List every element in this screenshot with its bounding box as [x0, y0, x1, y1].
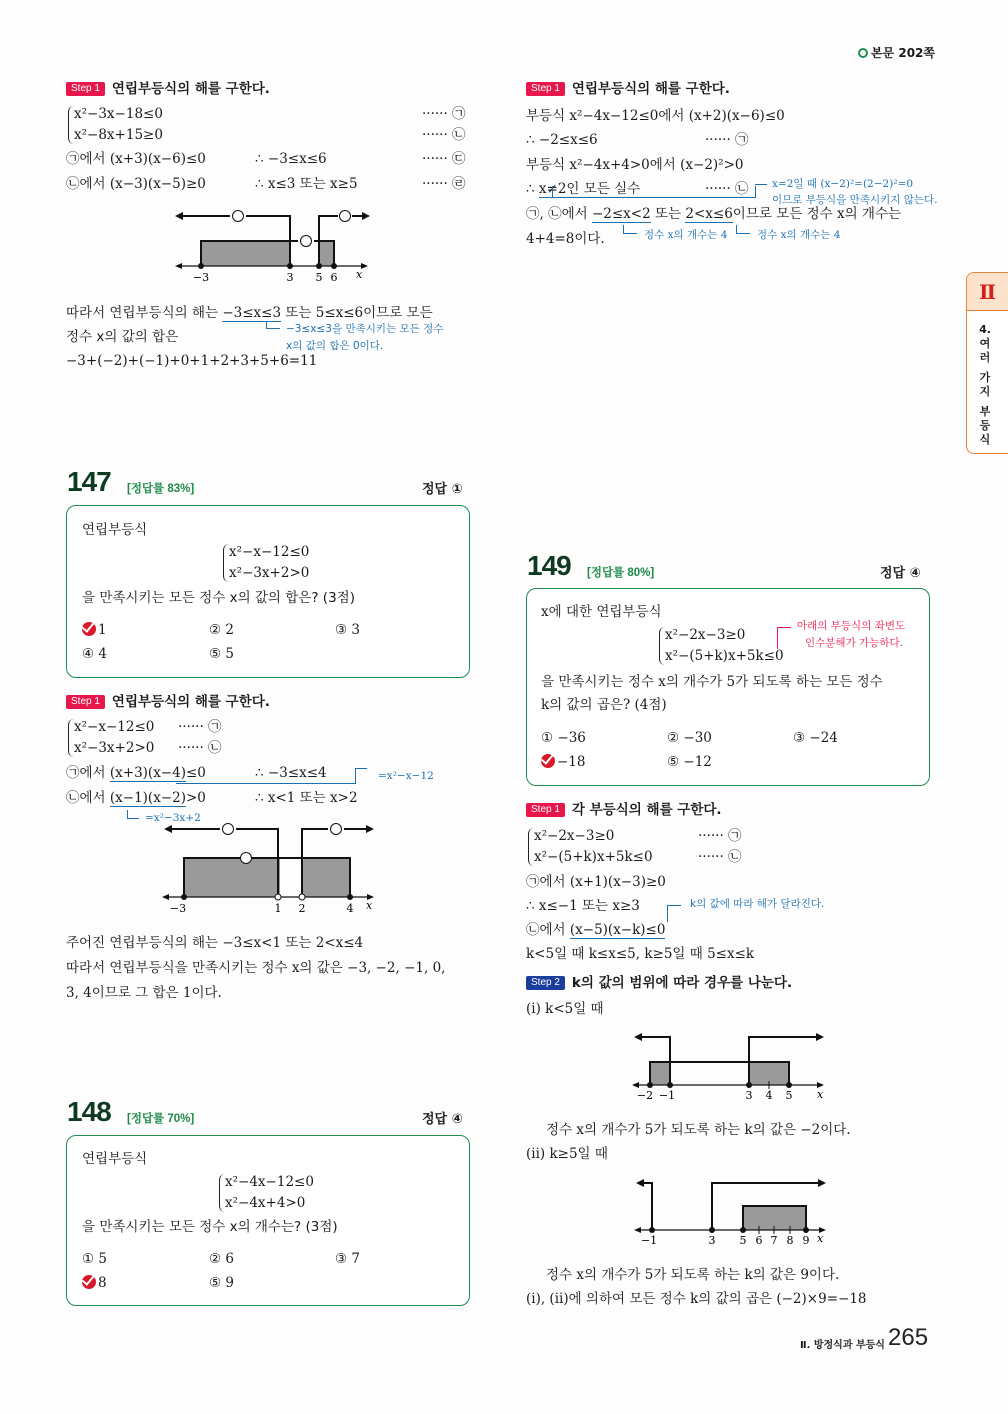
- chapter-roman-numeral: Ⅱ: [967, 273, 1008, 311]
- annotation-note: 인수분해가 가능하다.: [805, 637, 903, 649]
- equation: x²−3x−18≤0: [74, 106, 163, 122]
- question-prompt: 연립부등식: [82, 522, 148, 538]
- number-line-diagram-case1: [630, 1030, 825, 1102]
- note-arrow: [176, 768, 356, 784]
- choice-5[interactable]: ⑤ 5: [209, 646, 234, 662]
- svg-text:x: x: [356, 268, 363, 281]
- page-number: 265: [888, 1324, 929, 1351]
- annotation-note: x의 값의 합은 0이다.: [286, 340, 384, 352]
- number-line-diagram: [160, 820, 380, 915]
- chapter-side-tab[interactable]: [966, 272, 1008, 454]
- step1-badge: Step 1: [526, 803, 565, 817]
- note-arrow: [777, 627, 791, 649]
- step1-heading: Step 1 연립부등식의 해를 구한다.: [66, 79, 270, 99]
- note-arrow: [127, 810, 139, 819]
- choice-1[interactable]: ① −36: [541, 730, 586, 746]
- correct-rate: [정답률 80%]: [587, 567, 655, 579]
- annotation-note: 아래의 부등식의 좌변도: [797, 620, 906, 632]
- note-arrow: [755, 184, 767, 185]
- question-box: [66, 1135, 470, 1306]
- chapter-title: 4. 여 러 가 지 부 등 식: [979, 323, 991, 446]
- svg-text:4: 4: [765, 1089, 773, 1102]
- svg-text:9: 9: [802, 1234, 810, 1247]
- conclusion-line: 정수 x의 값의 합은: [66, 329, 179, 345]
- solution-line: ㉠, ㉡에서 −2≤x<2 또는 2<x≤6이므로 모든 정수 x의 개수는: [526, 206, 902, 222]
- choice-3[interactable]: ③ −24: [793, 730, 838, 746]
- choice-1[interactable]: ① 5: [82, 1251, 107, 1267]
- question-text: 을 만족시키는 정수 x의 개수가 5가 되도록 하는 모든 정수: [541, 674, 883, 690]
- correct-rate: [정답률 70%]: [127, 1113, 195, 1125]
- equation: x²−2x−3≥0: [665, 627, 746, 643]
- case-heading: (i) k<5일 때: [526, 1001, 604, 1017]
- svg-text:2: 2: [298, 902, 306, 915]
- footer-section-title: Ⅱ. 방정식과 부등식: [800, 1340, 885, 1351]
- correct-rate: [정답률 83%]: [127, 483, 195, 495]
- annotation-note: −3≤x≤3을 만족시키는 모든 정수: [286, 323, 444, 335]
- annotation-note: =x²−x−12: [378, 770, 434, 782]
- choice-1-selected[interactable]: 1: [82, 622, 107, 638]
- equation: x²−8x+15≥0: [74, 127, 163, 143]
- choice-5[interactable]: ⑤ 9: [209, 1275, 234, 1291]
- question-text: k의 값의 곱은? (4점): [541, 697, 667, 713]
- choice-4[interactable]: ④ 4: [82, 646, 107, 662]
- solution-line: ㉠에서 (x+3)(x−6)≤0: [66, 151, 206, 167]
- step1-heading: Step 1 각 부등식의 해를 구한다.: [526, 800, 722, 820]
- question-text: 을 만족시키는 모든 정수 x의 개수는? (3점): [82, 1219, 338, 1235]
- solution-line: ㉠에서 (x+1)(x−3)≥0: [526, 874, 666, 890]
- checkmark-icon: [82, 622, 96, 636]
- question-number: 148: [67, 1096, 111, 1127]
- choice-2[interactable]: ② 6: [209, 1251, 234, 1267]
- question-number: 147: [67, 466, 111, 497]
- solution-line: ∴ −2≤x≤6: [526, 132, 598, 148]
- step1-heading: Step 1 연립부등식의 해를 구한다.: [66, 692, 270, 712]
- step1-badge: Step 1: [66, 695, 105, 709]
- svg-text:6: 6: [330, 271, 338, 284]
- svg-text:1: 1: [274, 902, 282, 915]
- solution-line: 부등식 x²−4x−12≤0에서 (x+2)(x−6)≤0: [526, 108, 785, 124]
- case-heading: (ii) k≥5일 때: [526, 1146, 608, 1162]
- svg-text:x: x: [817, 1088, 824, 1101]
- annotation-note: 이므로 부등식을 만족시키지 않는다.: [772, 194, 938, 206]
- checkmark-icon: [82, 1275, 96, 1289]
- final-answer-line: (i), (ii)에 의하여 모든 정수 k의 값의 곱은 (−2)×9=−18: [526, 1291, 867, 1307]
- equation-marker: ······ ㉠: [422, 106, 466, 122]
- choice-2[interactable]: ② −30: [667, 730, 712, 746]
- answer-label: 정답 ④: [880, 566, 921, 581]
- solution-line: ∴ x≤3 또는 x≥5: [255, 176, 358, 192]
- annotation-note: x=2일 때 (x−2)²=(2−2)²=0: [772, 178, 914, 190]
- svg-text:−1: −1: [658, 1089, 676, 1102]
- step2-heading: Step 2 k의 값의 범위에 따라 경우를 나눈다.: [526, 973, 792, 993]
- choice-4-selected[interactable]: −18: [541, 754, 586, 770]
- question-text: 을 만족시키는 모든 정수 x의 값의 합은? (3점): [82, 590, 355, 606]
- solution-line: k<5일 때 k≤x≤5, k≥5일 때 5≤x≤k: [526, 946, 755, 962]
- svg-text:7: 7: [770, 1234, 778, 1247]
- note-arrow: [667, 905, 681, 922]
- question-box: [66, 505, 470, 678]
- question-box: [526, 588, 930, 786]
- equation: x²−2x−3≥0: [534, 828, 615, 844]
- svg-text:8: 8: [786, 1234, 794, 1247]
- checkmark-icon: [541, 754, 555, 768]
- note-arrow: [552, 186, 756, 198]
- svg-text:−2: −2: [636, 1089, 654, 1102]
- step1-heading: Step 1 연립부등식의 해를 구한다.: [526, 79, 730, 99]
- equation-marker: ······ ㉢: [422, 151, 466, 167]
- equation-marker: ······ ㉡: [698, 849, 742, 865]
- equation-marker: ······ ㉣: [422, 176, 466, 192]
- svg-text:5: 5: [315, 271, 323, 284]
- svg-text:3: 3: [745, 1089, 753, 1102]
- number-line-diagram: [170, 205, 370, 285]
- solution-line: ∴ x≤−1 또는 x≥3: [526, 898, 640, 914]
- annotation-note: k의 값에 따라 해가 달라진다.: [690, 898, 825, 910]
- solution-line: 부등식 x²−4x+4>0에서 (x−2)²>0: [526, 157, 744, 173]
- note-arrow: [266, 322, 280, 329]
- svg-text:−1: −1: [640, 1234, 658, 1247]
- equation: x²−(5+k)x+5k≤0: [534, 849, 653, 865]
- answer-label: 정답 ①: [422, 482, 463, 497]
- svg-text:3: 3: [708, 1234, 716, 1247]
- svg-text:x: x: [366, 899, 373, 912]
- page-reference: 본문 202쪽: [858, 44, 935, 61]
- equation-marker: ······ ㉠: [178, 719, 222, 735]
- conclusion-line: 3, 4이므로 그 합은 1이다.: [66, 985, 222, 1001]
- svg-text:6: 6: [755, 1234, 763, 1247]
- equation: x²−x−12≤0: [74, 719, 155, 735]
- svg-text:−3: −3: [192, 271, 210, 284]
- svg-text:−3: −3: [169, 902, 187, 915]
- equation: x²−3x+2>0: [74, 740, 155, 756]
- annotation-note: 정수 x의 개수는 4: [757, 229, 841, 241]
- note-arrow: [736, 225, 750, 234]
- equation-marker: ······ ㉡: [705, 181, 749, 197]
- case-result: 정수 x의 개수가 5가 되도록 하는 k의 값은 −2이다.: [546, 1122, 851, 1138]
- solution-line: ㉠에서 (x+3)(x−4)≤0: [66, 765, 206, 781]
- step2-badge: Step 2: [526, 976, 565, 990]
- solution-line: ∴ x<1 또는 x>2: [255, 790, 358, 806]
- equation: x²−4x−12≤0: [225, 1174, 314, 1190]
- choice-3[interactable]: ③ 7: [335, 1251, 360, 1267]
- solution-line: ㉡에서 (x−3)(x−5)≥0: [66, 176, 206, 192]
- number-line-diagram-case2: [632, 1175, 827, 1247]
- solution-line: 4+4=8이다.: [526, 231, 605, 247]
- svg-text:5: 5: [785, 1089, 793, 1102]
- equation-marker: ······ ㉡: [178, 740, 222, 756]
- note-arrow: [623, 225, 637, 234]
- choice-5[interactable]: ⑤ −12: [667, 754, 712, 770]
- svg-text:3: 3: [286, 271, 294, 284]
- equation: x²−4x+4>0: [225, 1195, 306, 1211]
- annotation-note: =x²−3x+2: [145, 812, 201, 824]
- svg-text:x: x: [817, 1232, 824, 1245]
- equation: x²−3x+2>0: [229, 565, 310, 581]
- solution-line: ㉡에서 (x−5)(x−k)≤0: [526, 922, 666, 938]
- equation: x²−x−12≤0: [229, 544, 310, 560]
- solution-line: ∴ −3≤x≤6: [255, 151, 327, 167]
- choice-4-selected[interactable]: 8: [82, 1275, 107, 1291]
- case-result: 정수 x의 개수가 5가 되도록 하는 k의 값은 9이다.: [546, 1267, 840, 1283]
- question-prompt: x에 대한 연립부등식: [541, 604, 662, 620]
- conclusion-line: 따라서 연립부등식의 해는 −3≤x≤3 또는 5≤x≤6이므로 모든: [66, 305, 433, 321]
- svg-text:5: 5: [739, 1234, 747, 1247]
- annotation-note: 정수 x의 개수는 4: [644, 229, 728, 241]
- step1-badge: Step 1: [66, 82, 105, 96]
- equation-marker: ······ ㉡: [422, 127, 466, 143]
- solution-line: ∴ −3≤x≤4: [255, 765, 327, 781]
- equation: x²−(5+k)x+5k≤0: [665, 648, 784, 664]
- step1-badge: Step 1: [526, 82, 565, 96]
- answer-label: 정답 ④: [422, 1112, 463, 1127]
- circle-bullet-icon: [858, 48, 868, 58]
- conclusion-line: 주어진 연립부등식의 해는 −3≤x<1 또는 2<x≤4: [66, 935, 364, 951]
- svg-text:4: 4: [346, 902, 354, 915]
- question-number: 149: [527, 550, 571, 581]
- equation-marker: ······ ㉠: [698, 828, 742, 844]
- conclusion-line: 따라서 연립부등식을 만족시키는 정수 x의 값은 −3, −2, −1, 0,: [66, 960, 446, 976]
- conclusion-line: −3+(−2)+(−1)+0+1+2+3+5+6=11: [66, 353, 318, 369]
- equation-marker: ······ ㉠: [705, 132, 749, 148]
- solution-line: ∴ x≠2인 모든 실수: [526, 181, 641, 197]
- solution-line: ㉡에서 (x−1)(x−2)>0: [66, 790, 206, 806]
- choice-3[interactable]: ③ 3: [335, 622, 360, 638]
- choice-2[interactable]: ② 2: [209, 622, 234, 638]
- question-prompt: 연립부등식: [82, 1151, 148, 1167]
- note-arrow: [355, 768, 367, 769]
